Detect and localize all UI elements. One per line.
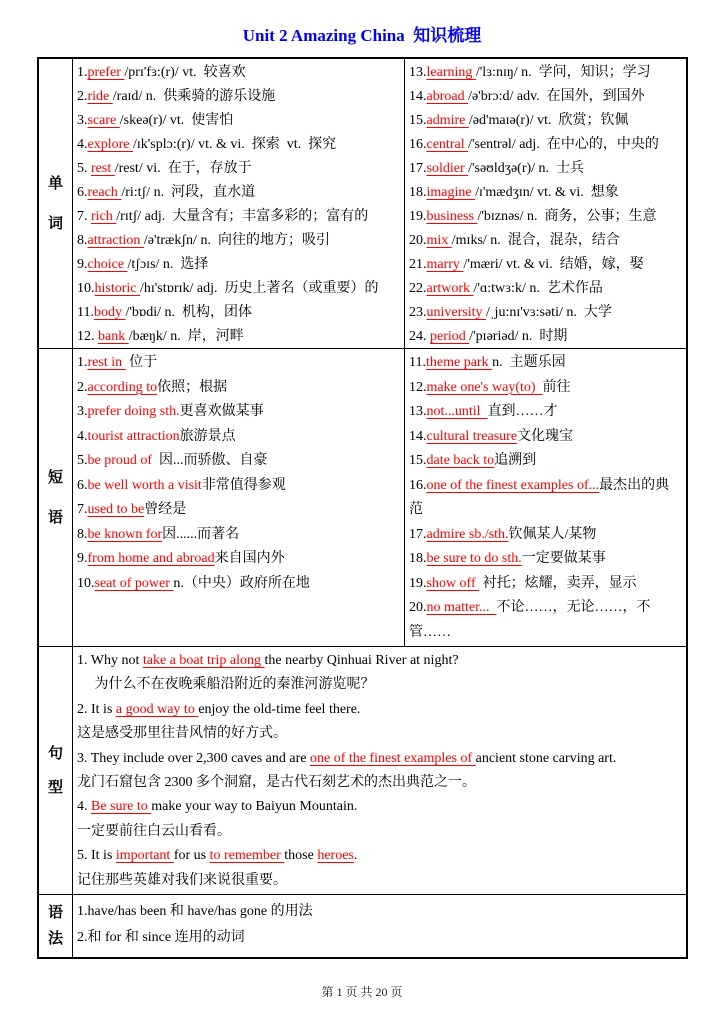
text-segment: 22.: [409, 281, 427, 296]
key-term: prefer doing sth.: [87, 404, 180, 419]
text-segment: 因...而骄傲、自豪: [155, 453, 268, 468]
text-segment: 9.: [77, 551, 88, 566]
key-term-underlined: abroad: [426, 89, 469, 104]
text-segment: 非常值得参观: [201, 477, 286, 493]
key-term: be proud of: [87, 453, 156, 468]
key-term-underlined: date back to: [426, 453, 495, 468]
text-segment: 11.: [77, 305, 94, 320]
sentence-line: [77, 844, 682, 868]
text-segment: .: [353, 848, 358, 864]
text-segment: 4.: [77, 799, 91, 815]
text-segment: 前往: [542, 379, 571, 395]
sentence-line: [77, 771, 682, 795]
text-segment: 12.: [409, 379, 427, 395]
key-term-underlined: period: [430, 329, 470, 344]
text-segment: ancient stone carving art.: [475, 750, 617, 766]
section-label-phrases: 短语: [48, 469, 64, 526]
phrases-col-left: [73, 349, 405, 646]
key-term-underlined: one of the finest examples of...: [426, 477, 600, 493]
text-segment: 19.: [409, 575, 427, 591]
key-term-underlined: not...until: [426, 404, 488, 419]
key-term-underlined: admire: [426, 113, 469, 128]
text-segment: 钦佩某人/某物: [508, 526, 597, 542]
key-term-underlined: historic: [94, 281, 140, 296]
section-label-words-cell: [39, 59, 73, 348]
text-segment: 这是感受那里往昔风情的好方式。: [77, 726, 287, 742]
page-footer: 第 1 页 共 20 页: [321, 985, 403, 999]
word-entry: [409, 253, 683, 277]
key-term-underlined: according to: [87, 379, 158, 395]
key-term-underlined: admire sb./sth.: [426, 526, 509, 542]
text-segment: 6.: [77, 477, 88, 493]
text-segment: /tʃɔɪs/ n. 选择: [127, 257, 209, 272]
text-segment: n. 主题乐园: [492, 355, 566, 370]
text-segment: 15.: [409, 453, 427, 468]
text-segment: 来自国内外: [214, 551, 285, 566]
key-term-underlined: no matter...: [426, 600, 497, 615]
text-segment: for us: [173, 848, 210, 864]
section-label-grammar-cell: [39, 895, 73, 957]
key-term-underlined: prefer: [87, 65, 125, 80]
word-entry: [409, 85, 683, 109]
text-segment: 曾经是: [144, 502, 187, 517]
key-term-underlined: a good way to: [115, 701, 199, 717]
text-segment: /'səʊldʒə(r)/ n. 士兵: [468, 161, 585, 176]
text-segment: 1.have/has been 和 have/has gone 的用法: [77, 904, 313, 919]
word-entry: [77, 133, 401, 157]
section-words: [39, 59, 686, 349]
text-segment: 16.: [409, 137, 427, 152]
page-title: Unit 2 Amazing China 知识梳理: [242, 26, 482, 45]
text-segment: 2.和 for 和 since 连用的动词: [77, 930, 245, 945]
phrase-entry: [409, 449, 683, 474]
word-entry: [77, 109, 401, 133]
key-term-underlined: imagine: [426, 185, 476, 200]
word-entry: [409, 181, 683, 205]
text-segment: 18.: [409, 185, 427, 200]
text-segment: /prɪ'fɜ:(r)/ vt. 较喜欢: [124, 65, 246, 80]
text-segment: /'bɒdi/ n. 机构，团体: [125, 305, 252, 320]
word-entry: [409, 157, 683, 181]
text-segment: 13.: [409, 404, 427, 419]
text-segment: 6.: [77, 185, 88, 200]
text-segment: 1.: [77, 65, 88, 80]
key-term-underlined: make one's way(to): [426, 379, 543, 395]
key-term-underlined: explore: [87, 137, 133, 152]
text-segment: 18.: [409, 551, 427, 566]
key-term-underlined: ride: [87, 89, 113, 104]
text-segment: 17.: [409, 161, 427, 176]
text-segment: 1. Why not: [77, 653, 143, 668]
text-segment: 14.: [409, 89, 427, 104]
word-entry: [77, 61, 401, 85]
text-segment: 14.: [409, 428, 427, 444]
key-term: be well worth a visit: [87, 477, 202, 493]
text-segment: 3. They include over 2,300 caves and are: [77, 750, 310, 766]
words-content: [73, 59, 686, 348]
key-term-underlined: from home and abroad: [87, 551, 215, 566]
grammar-line: [77, 899, 682, 925]
section-label-grammar: 语法: [48, 905, 64, 947]
words-col-left: [73, 59, 405, 348]
key-term: tourist attraction: [87, 428, 180, 444]
text-segment: /ɪk'splɔ:(r)/ vt. & vi. 探索 vt. 探究: [132, 137, 337, 152]
word-entry: [409, 109, 683, 133]
section-label-sentences-cell: [39, 647, 73, 894]
text-segment: /raɪd/ n. 供乘骑的游乐设施: [112, 89, 276, 104]
key-term-underlined: seat of power: [94, 575, 174, 591]
phrase-entry: [77, 425, 401, 450]
key-term-underlined: Be sure to: [91, 799, 152, 815]
text-segment: 龙门石窟包含 2300 多个洞窟，是古代石刻艺术的杰出典范之一。: [77, 775, 476, 791]
sentence-line: [77, 698, 682, 722]
text-segment: 2.: [77, 379, 88, 395]
text-segment: n.（中央）政府所在地: [173, 575, 310, 591]
knowledge-table: [37, 57, 688, 959]
sentence-line: [77, 722, 682, 746]
word-entry: [409, 205, 683, 229]
key-term-underlined: mix: [426, 233, 452, 248]
key-term-underlined: artwork: [426, 281, 474, 296]
text-segment: 衬托；炫耀，卖弄，显示: [479, 575, 637, 591]
key-term-underlined: scare: [87, 113, 120, 128]
key-term-underlined: cultural treasure: [426, 428, 518, 444]
key-term-underlined: to remember: [209, 848, 285, 864]
key-term-underlined: attraction: [87, 233, 144, 248]
phrase-entry: [77, 498, 401, 523]
text-segment: 11.: [409, 355, 426, 370]
phrase-entry: [77, 523, 401, 548]
key-term-underlined: bank: [98, 329, 129, 344]
text-segment: /ə'trækʃn/ n. 向往的地方；吸引: [143, 233, 330, 248]
key-term-underlined: central: [426, 137, 469, 152]
phrase-entry: [77, 376, 401, 401]
text-segment: 4.: [77, 137, 88, 152]
word-entry: [409, 325, 683, 348]
text-segment: 3.: [77, 113, 88, 128]
text-segment: /rest/ vi. 在于，存放于: [114, 161, 252, 176]
text-segment: 2.: [77, 89, 88, 104]
word-entry: [409, 61, 683, 85]
grammar-line: [77, 925, 682, 951]
text-segment: 记住那些英雄对我们来说很重要。: [77, 872, 287, 888]
sentences-lines: [73, 647, 686, 894]
text-segment: 4.: [77, 428, 88, 444]
phrase-entry: [409, 351, 683, 376]
key-term-underlined: body: [93, 305, 126, 320]
text-segment: 7.: [77, 502, 88, 517]
text-segment: /ˌju:nɪ'vɜ:səti/ n. 大学: [486, 305, 612, 320]
text-segment: 12.: [77, 329, 98, 344]
phrase-entry: [409, 596, 683, 645]
text-segment: 13.: [409, 65, 427, 80]
word-entry: [409, 133, 683, 157]
text-segment: 17.: [409, 526, 427, 542]
sentence-line: [77, 747, 682, 771]
text-segment: 位于: [125, 355, 158, 370]
text-segment: /'lɜ:nɪŋ/ n. 学问，知识；学习: [475, 65, 651, 80]
text-segment: 9.: [77, 257, 88, 272]
text-segment: /'mæri/ vt. & vi. 结婚，嫁，娶: [463, 257, 644, 272]
key-term-underlined: soldier: [426, 161, 469, 176]
text-segment: /ri:tʃ/ n. 河段，直水道: [121, 185, 256, 200]
key-term-underlined: business: [426, 209, 478, 224]
key-term-underlined: show off: [426, 575, 480, 591]
key-term-underlined: theme park: [425, 355, 493, 370]
sentence-line: [77, 869, 682, 893]
text-segment: 8.: [77, 526, 88, 542]
text-segment: 旅游景点: [179, 428, 236, 444]
text-segment: 10.: [77, 575, 95, 591]
text-segment: 19.: [409, 209, 427, 224]
text-segment: /mɪks/ n. 混合，混杂，结合: [451, 233, 620, 248]
text-segment: 依照；根据: [157, 379, 228, 395]
text-segment: /rɪtʃ/ adj. 大量含有；丰富多彩的；富有的: [116, 209, 369, 224]
text-segment: 7.: [77, 209, 91, 224]
key-term-underlined: learning: [426, 65, 476, 80]
word-entry: [409, 301, 683, 325]
key-term-underlined: reach: [87, 185, 122, 200]
phrase-entry: [409, 547, 683, 572]
text-segment: 1.: [77, 355, 88, 370]
section-sentences: [39, 647, 686, 895]
phrase-entry: [409, 523, 683, 548]
key-term-underlined: rest: [91, 161, 115, 176]
text-segment: 一定要做某事: [521, 551, 606, 566]
phrase-entry: [77, 449, 401, 474]
text-segment: 16.: [409, 477, 427, 493]
sentence-line: [77, 795, 682, 819]
phrase-entry: [409, 425, 683, 450]
key-term-underlined: rest in: [87, 355, 126, 370]
key-term-underlined: important: [115, 848, 174, 864]
sentence-line: [77, 673, 682, 697]
section-grammar: [39, 895, 686, 957]
text-segment: 追溯到: [494, 453, 537, 468]
phrases-col-right: [405, 349, 686, 646]
text-segment: 最杰出的典范: [409, 477, 670, 517]
word-entry: [409, 277, 683, 301]
text-segment: enjoy the old-time feel there.: [198, 701, 361, 717]
text-segment: /'sentrəl/ adj. 在中心的，中央的: [468, 137, 659, 152]
text-segment: 21.: [409, 257, 427, 272]
text-segment: /əd'maɪə(r)/ vt. 欣赏；钦佩: [468, 113, 629, 128]
text-segment: 10.: [77, 281, 95, 296]
text-segment: 为什么不在夜晚乘船沿附近的秦淮河游览呢？: [77, 677, 375, 693]
text-segment: /'bɪznəs/ n. 商务，公事；生意: [477, 209, 657, 224]
key-term-underlined: be known for: [87, 526, 163, 542]
text-segment: /ɪ'mædʒɪn/ vt. & vi. 想象: [475, 185, 619, 200]
key-term-underlined: heroes: [317, 848, 354, 864]
grammar-content: [73, 895, 686, 957]
text-segment: /'pɪəriəd/ n. 时期: [469, 329, 568, 344]
text-segment: 8.: [77, 233, 88, 248]
grammar-lines: [73, 895, 686, 957]
phrase-entry: [409, 400, 683, 425]
word-entry: [77, 301, 401, 325]
word-entry: [77, 205, 401, 229]
text-segment: 2. It is: [77, 701, 116, 717]
text-segment: 一定要前往白云山看看。: [77, 823, 231, 839]
phrase-entry: [77, 474, 401, 499]
text-segment: 5. It is: [77, 848, 116, 864]
text-segment: make your way to Baiyun Mountain.: [151, 799, 358, 815]
text-segment: 20.: [409, 600, 427, 615]
word-entry: [77, 253, 401, 277]
text-segment: the nearby Qinhuai River at night?: [264, 653, 459, 668]
sentences-content: [73, 647, 686, 894]
key-term-underlined: one of the finest examples of: [310, 750, 476, 766]
key-term-underlined: choice: [87, 257, 128, 272]
word-entry: [77, 157, 401, 181]
section-label-phrases-cell: [39, 349, 73, 646]
text-segment: /bæŋk/ n. 岸，河畔: [128, 329, 244, 344]
section-label-sentences: 句型: [48, 745, 64, 796]
phrases-content: [73, 349, 686, 646]
key-term-underlined: university: [426, 305, 486, 320]
key-term-underlined: rich: [91, 209, 117, 224]
sentence-line: [77, 649, 682, 673]
word-entry: [77, 277, 401, 301]
phrase-entry: [77, 572, 401, 597]
words-col-right: [405, 59, 686, 348]
phrase-entry: [77, 400, 401, 425]
key-term-underlined: used to be: [87, 502, 145, 517]
sentence-line: [77, 820, 682, 844]
text-segment: /hɪ'stɒrɪk/ adj. 历史上著名（或重要）的: [140, 281, 379, 296]
phrase-entry: [409, 572, 683, 597]
word-entry: [77, 229, 401, 253]
text-segment: 15.: [409, 113, 427, 128]
text-segment: 20.: [409, 233, 427, 248]
text-segment: 直到……才: [487, 404, 558, 419]
text-segment: 24.: [409, 329, 430, 344]
word-entry: [77, 85, 401, 109]
section-phrases: [39, 349, 686, 647]
section-label-words: 单词: [48, 175, 64, 232]
word-entry: [77, 325, 401, 348]
text-segment: 5.: [77, 161, 91, 176]
phrase-entry: [409, 376, 683, 401]
text-segment: 5.: [77, 453, 88, 468]
phrase-entry: [77, 547, 401, 572]
text-segment: 文化瑰宝: [517, 428, 574, 444]
text-segment: 3.: [77, 404, 88, 419]
text-segment: 不论……，无论……，不管……: [409, 600, 651, 640]
phrase-entry: [77, 351, 401, 376]
key-term-underlined: marry: [426, 257, 464, 272]
text-segment: those: [284, 848, 318, 864]
word-entry: [409, 229, 683, 253]
text-segment: 更喜欢做某事: [179, 404, 264, 419]
phrase-entry: [409, 474, 683, 523]
key-term-underlined: take a boat trip along: [142, 653, 265, 668]
text-segment: 23.: [409, 305, 427, 320]
text-segment: /skeə(r)/ vt. 使害怕: [119, 113, 234, 128]
text-segment: 因......而著名: [162, 526, 240, 542]
text-segment: /'ɑ:twɜ:k/ n. 艺术作品: [473, 281, 603, 296]
word-entry: [77, 181, 401, 205]
key-term-underlined: be sure to do sth.: [426, 551, 522, 566]
text-segment: /ə'brɔ:d/ adv. 在国外，到国外: [468, 89, 645, 104]
